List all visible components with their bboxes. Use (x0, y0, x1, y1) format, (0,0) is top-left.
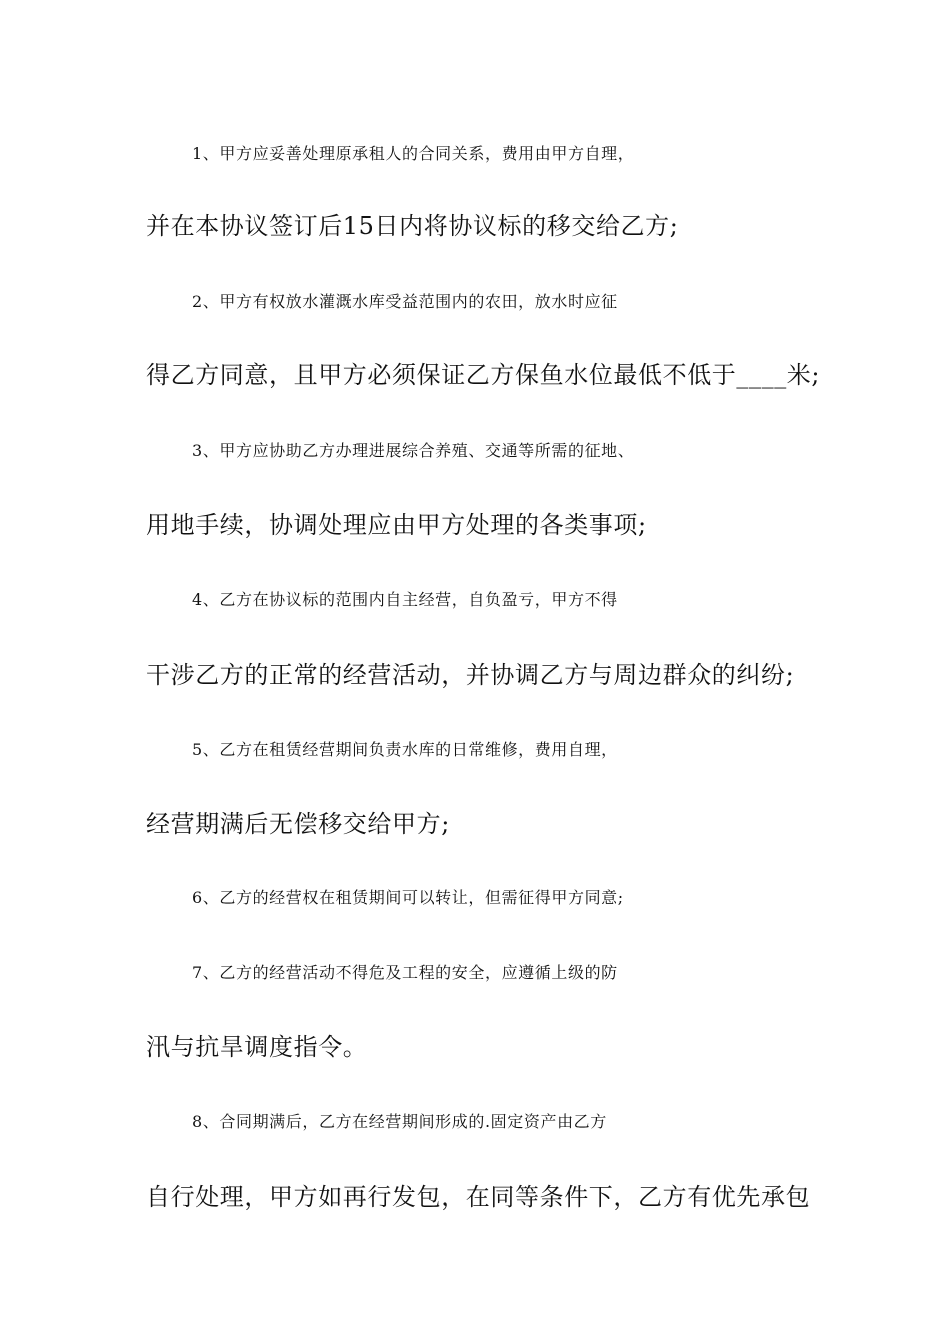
clause-3-line-1: 3、甲方应协助乙方办理进展综合养殖、交通等所需的征地、 (192, 441, 635, 460)
clause-2-line-2: 得乙方同意，且甲方必须保证乙方保鱼水位最低不低于____米; (146, 361, 821, 389)
clause-6-line-1: 6、乙方的经营权在租赁期间可以转让，但需征得甲方同意; (192, 888, 624, 907)
clause-7-line-2: 汛与抗旱调度指令。 (146, 1033, 368, 1061)
clause-4-line-1: 4、乙方在协议标的范围内自主经营，自负盈亏，甲方不得 (192, 590, 618, 609)
clause-8-line-2: 自行处理，甲方如再行发包，在同等条件下，乙方有优先承包 (146, 1183, 811, 1211)
clause-5-line-1: 5、乙方在租赁经营期间负责水库的日常维修，费用自理， (192, 740, 618, 759)
clause-5-line-2: 经营期满后无偿移交给甲方; (146, 810, 450, 838)
clause-1-line-2: 并在本协议签订后15日内将协议标的移交给乙方; (146, 212, 679, 240)
clause-3-line-2: 用地手续，协调处理应由甲方处理的各类事项; (146, 511, 647, 539)
clause-7-line-1: 7、乙方的经营活动不得危及工程的安全，应遵循上级的防 (192, 963, 618, 982)
clause-8-line-1: 8、合同期满后，乙方在经营期间形成的.固定资产由乙方 (192, 1112, 607, 1131)
clause-4-line-2: 干涉乙方的正常的经营活动，并协调乙方与周边群众的纠纷; (146, 661, 795, 689)
clause-1-line-1: 1、甲方应妥善处理原承租人的合同关系，费用由甲方自理， (192, 144, 635, 163)
clause-2-line-1: 2、甲方有权放水灌溉水库受益范围内的农田，放水时应征 (192, 292, 618, 311)
